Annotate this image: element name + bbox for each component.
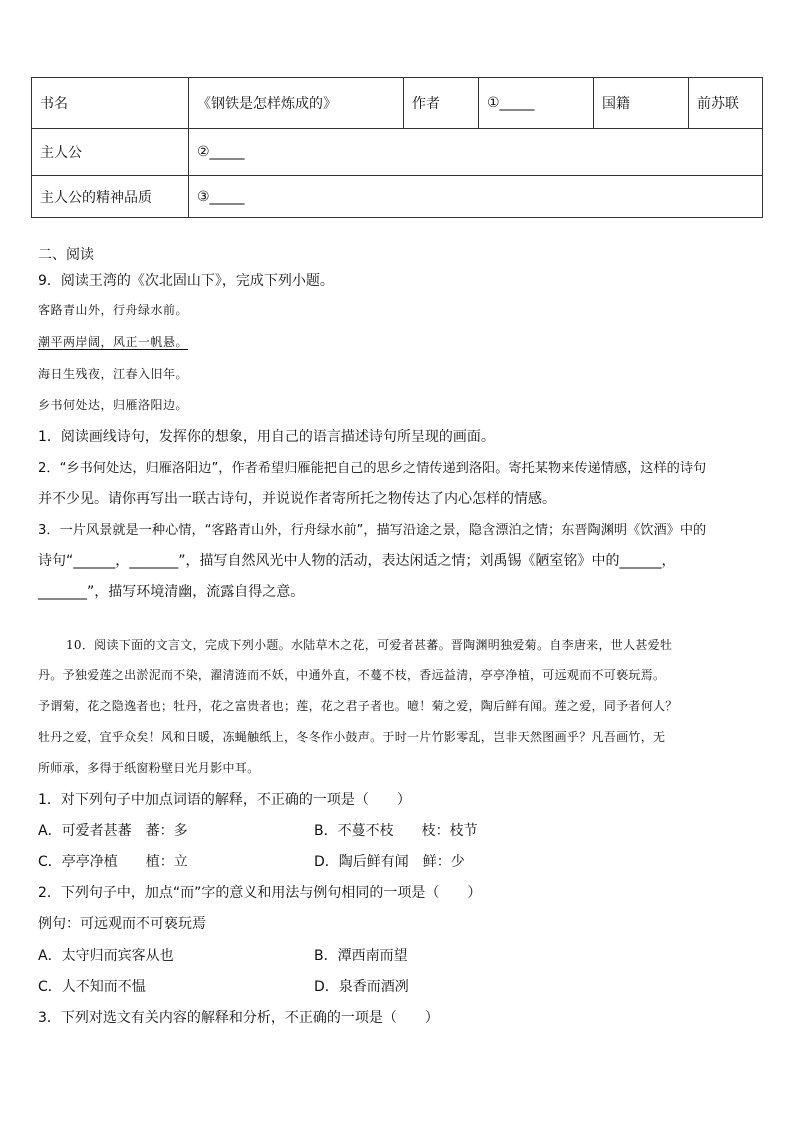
spirit-label-cell: 主人公的精神品质 xyxy=(32,176,189,218)
q9-sub2-line2: 并不少见。请你再写出一联古诗句，并说说作者寄所托之物传达了内心怎样的情感。 xyxy=(38,491,556,507)
q10-passage-line5: 所师承，多得于纸窗粉壁日光月影中耳。 xyxy=(38,761,260,775)
q10-passage-line1: 10．阅读下面的文言文，完成下列小题。水陆草木之花，可爱者甚蕃。晋陶渊明独爱菊。自李唐来，世人甚爱牡 xyxy=(66,638,673,652)
q10-s2-option-b: B．潭西南而望 xyxy=(314,948,408,964)
section-heading: 二、阅读 xyxy=(38,247,94,263)
q9-sub2-line1: 2．“乡书何处达，归雁洛阳边”，作者希望归雁能把自己的思乡之情传递到洛阳。寄托某物来传递情感，这样的诗句 xyxy=(38,461,707,476)
q9-sub3-line2: 诗句“______，_______”，描写自然风光中人物的活动，表达闲适之情；刘禹锡《陋室铭》中的______， xyxy=(38,553,676,569)
q10-passage-line3: 予谓菊，花之隐逸者也；牡丹，花之富贵者也；莲，花之君子者也。噫！菊之爱，陶后鲜有闻。莲之爱，同予者何人？ xyxy=(38,699,678,713)
q10-s2-option-c: C．人不知而不愠 xyxy=(38,979,146,995)
table-row xyxy=(32,78,763,129)
poem-line-1: 客路青山外，行舟绿水前。 xyxy=(38,303,189,317)
q10-s2-option-a: A．太守归而宾客从也 xyxy=(38,948,174,964)
q10-passage-line4: 牡丹之爱，宜乎众矣！风和日暖，冻蝇触纸上，冬冬作小鼓声。于时一片竹影零乱，岂非天然图画乎？凡吾画竹，无 xyxy=(38,730,666,744)
nationality-value-cell: 前苏联 xyxy=(689,78,763,129)
q10-s1-prompt: 1．对下列句子中加点词语的解释，不正确的一项是（ ） xyxy=(38,792,411,808)
q10-s1-option-b: B．不蔓不枝 枝：枝节 xyxy=(314,823,478,839)
book-info-table xyxy=(31,77,763,218)
protagonist-blank-cell: ②_____ xyxy=(189,129,763,176)
q9-sub3-line1: 3．一片风景就是一种心情，“客路青山外，行舟绿水前”，描写沿途之景，隐含漂泊之情；东晋陶渊明《饮酒》中的 xyxy=(38,523,707,538)
book-value-cell: 《钢铁是怎样炼成的》 xyxy=(189,78,404,129)
q10-s1-option-c: C．亭亭净植 植：立 xyxy=(38,854,188,870)
q9-prompt: 9．阅读王湾的《次北固山下》，完成下列小题。 xyxy=(38,273,334,289)
spirit-blank-cell: ③_____ xyxy=(189,176,763,218)
table-row xyxy=(32,129,763,176)
q10-s2-option-d: D．泉香而酒冽 xyxy=(314,979,409,995)
q10-s3-prompt: 3．下列对选文有关内容的解释和分析，不正确的一项是（ ） xyxy=(38,1010,439,1026)
poem-line-2: 潮平两岸阔，风正一帆悬。 xyxy=(38,335,189,349)
protagonist-label-cell: 主人公 xyxy=(32,129,189,176)
author-blank-cell: ①_____ xyxy=(479,78,594,129)
q10-s1-option-a: A．可爱者甚蕃 蕃：多 xyxy=(38,823,188,839)
q10-s2-example: 例句：可远观而不可亵玩焉 xyxy=(38,916,206,932)
q10-s2-prompt: 2．下列句子中，加点“而”字的意义和用法与例句相同的一项是（ ） xyxy=(38,885,482,901)
q9-sub1: 1．阅读画线诗句，发挥你的想象，用自己的语言描述诗句所呈现的画面。 xyxy=(38,429,495,445)
author-label-cell: 作者 xyxy=(404,78,479,129)
table-row xyxy=(32,176,763,218)
nationality-label-cell: 国籍 xyxy=(594,78,689,129)
q10-s1-option-d: D．陶后鲜有闻 鲜：少 xyxy=(314,854,465,870)
q9-sub3-line3: _______”，描写环境清幽，流露自得之意。 xyxy=(38,584,305,600)
poem-line-3: 海日生残夜，江春入旧年。 xyxy=(38,367,189,381)
poem-line-4: 乡书何处达，归雁洛阳边。 xyxy=(38,398,189,412)
book-label-cell: 书名 xyxy=(32,78,189,129)
q10-passage-line2: 丹。予独爱莲之出淤泥而不染，濯清涟而不妖，中通外直，不蔓不枝，香远益清，亭亭净植，可远观而不可亵玩焉。 xyxy=(38,668,666,682)
